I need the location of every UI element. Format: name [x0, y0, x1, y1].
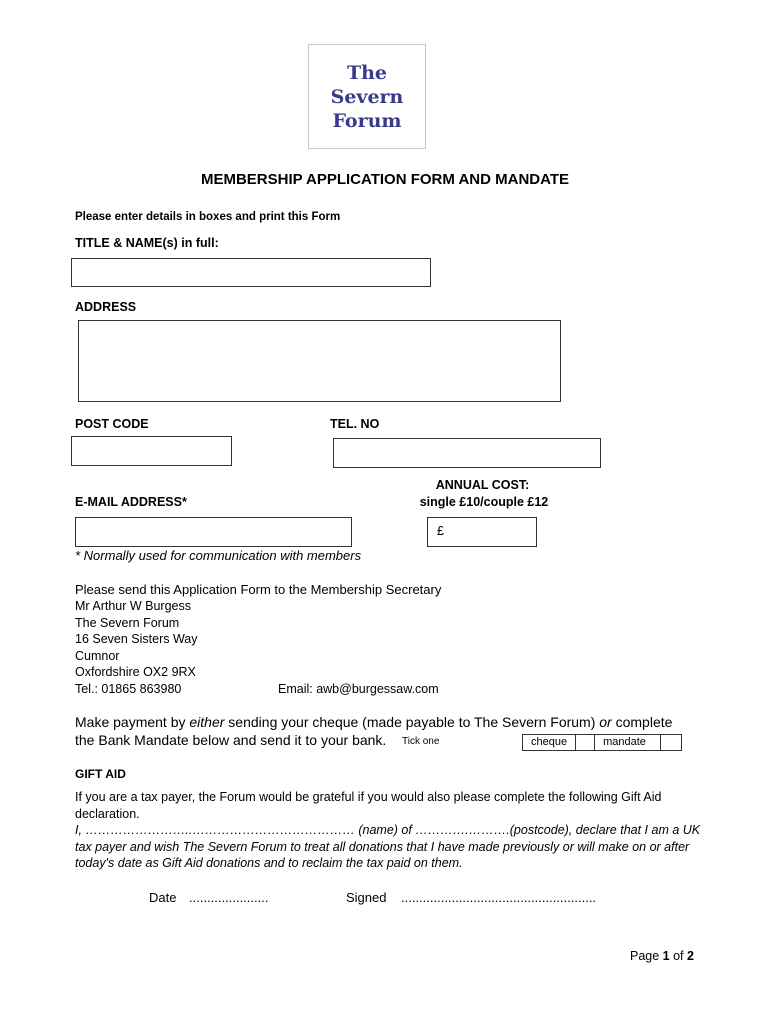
page-title: MEMBERSHIP APPLICATION FORM AND MANDATE	[200, 171, 570, 188]
gift-aid-declaration: I, ……………………..………………………………… (name) of ………….……….(postcode), declare that I am a UK tax payer and wish The Severn Forum to treat all donations that I have made previously or will make on or after today's date as Gift Aid donations and to reclaim the tax paid on them.	[75, 823, 701, 870]
of-word: of	[669, 949, 687, 963]
signed-label: Signed	[346, 890, 387, 905]
mandate-option-label: mandate	[595, 735, 661, 750]
payment-either: either	[189, 714, 225, 730]
logo-line-2: Severn	[330, 85, 404, 108]
gift-aid-heading: GIFT AID	[75, 767, 126, 781]
secretary-tel: Tel.: 01865 863980	[75, 681, 182, 696]
cheque-option-label: cheque	[523, 735, 576, 750]
name-field[interactable]	[71, 258, 431, 287]
secretary-email: Email: awb@burgessaw.com	[278, 682, 439, 696]
email-label: E-MAIL ADDRESS*	[75, 495, 187, 509]
secretary-street: 16 Seven Sisters Way	[75, 632, 198, 646]
secretary-org: The Severn Forum	[75, 615, 180, 630]
payment-or: or	[599, 714, 612, 730]
payment-text-1: Make payment by	[75, 714, 190, 730]
current-page: 1	[662, 949, 670, 963]
tel-field[interactable]	[333, 438, 601, 468]
date-field[interactable]: ......................	[189, 890, 269, 905]
currency-symbol: £	[437, 524, 444, 538]
payment-text-2: sending your cheque (made payable to The Severn Forum)	[224, 714, 600, 730]
logo-line-1: The	[346, 61, 388, 84]
email-field[interactable]	[75, 517, 352, 547]
tel-label: TEL. NO	[330, 417, 380, 431]
mandate-tick-box[interactable]	[661, 735, 681, 750]
address-label: ADDRESS	[75, 300, 137, 314]
logo-line-3: Forum	[332, 109, 402, 132]
gift-aid-intro: If you are a tax payer, the Forum would be grateful if you would also please complete the following Gift Aid declaration.	[75, 790, 662, 821]
tick-one-label: Tick one	[402, 736, 440, 747]
secretary-county: Oxfordshire OX2 9RX	[75, 665, 196, 679]
page-number	[630, 949, 694, 963]
signature-field[interactable]: ......................................................	[401, 890, 597, 905]
secretary-town: Cumnor	[75, 648, 120, 663]
email-note: * Normally used for communication with members	[75, 548, 362, 563]
logo	[308, 44, 426, 149]
annual-cost-detail: single £10/couple £12	[419, 495, 549, 509]
secretary-address	[75, 598, 198, 697]
cheque-tick-box[interactable]	[576, 735, 595, 750]
total-pages: 2	[687, 949, 694, 963]
payment-text-3: complete	[611, 714, 673, 730]
payment-method-selector	[522, 734, 682, 751]
annual-cost-field[interactable]	[427, 517, 537, 547]
address-field[interactable]	[78, 320, 561, 402]
date-label: Date	[149, 890, 177, 905]
secretary-name: Mr Arthur W Burgess	[75, 599, 191, 613]
page-word: Page	[630, 949, 663, 963]
instruction-text: Please enter details in boxes and print this Form	[75, 211, 341, 223]
postcode-field[interactable]	[71, 436, 232, 466]
payment-line-1	[75, 713, 715, 732]
payment-line-2: the Bank Mandate below and send it to your bank.	[75, 732, 387, 748]
postcode-label: POST CODE	[75, 417, 149, 431]
send-intro: Please send this Application Form to the Membership Secretary	[75, 582, 442, 597]
annual-cost-label: ANNUAL COST:	[435, 478, 530, 492]
name-label: TITLE & NAME(s) in full:	[75, 236, 219, 250]
